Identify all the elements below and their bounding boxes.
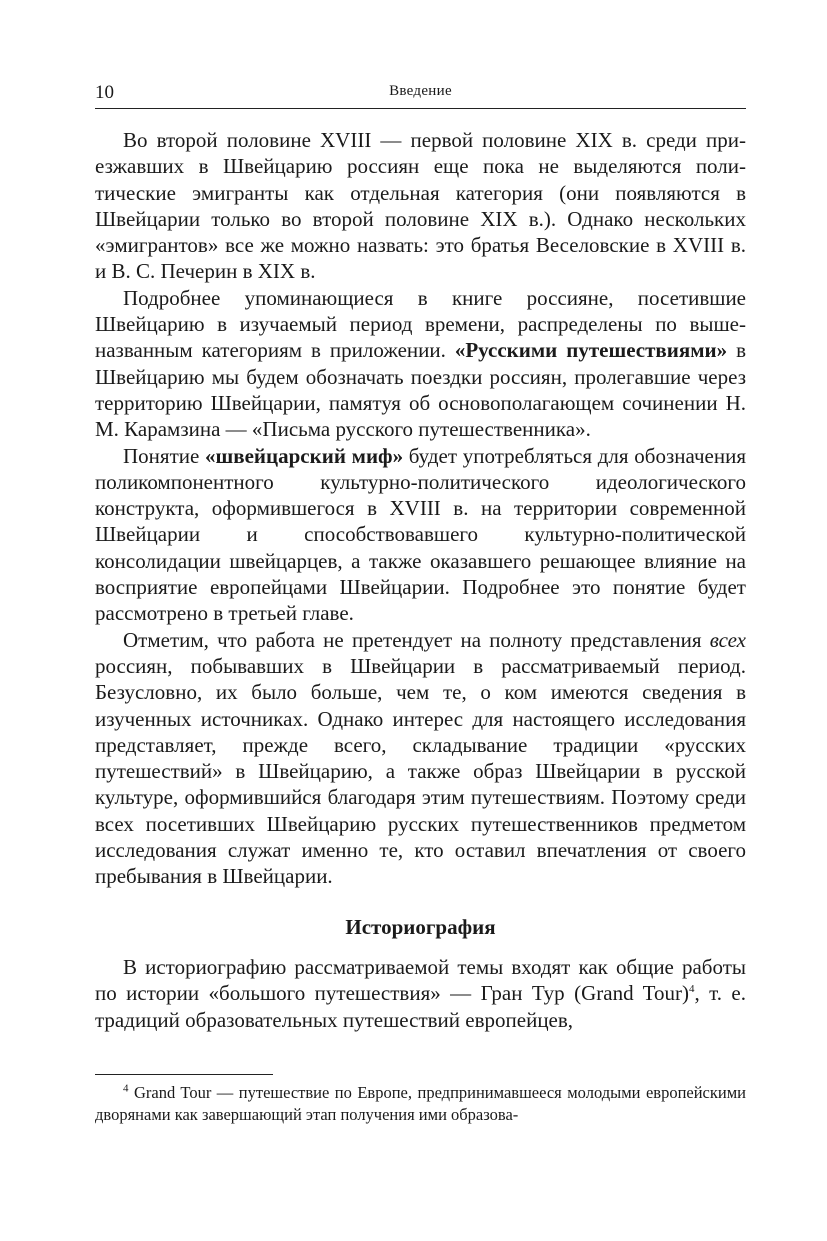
footnote-reference[interactable]: 4 (688, 983, 695, 996)
footnote-marker: 4 (123, 1082, 129, 1095)
section-heading: Историография (345, 914, 496, 939)
paragraph-3: Понятие «швейцарский миф» будет употребляться для обозначения поликомпонентного культурно-политического идеологического конструкта, оформившегося в XVIII в. на территории современной Швейцарии и способствовавшего культурно-политической консолидации швейцарцев, а также оказавшего решающее влияние на восприятие европейцами Швейцарии. Подробнее это понятие будет рассмотрено в третьей главе. (95, 443, 746, 626)
paragraph-1: Во второй половине XVIII — первой половине XIX в. среди приезжавших в Швейцарию россиян еще пока не выделяются политические эмигранты как отдельная категория (они появляются в Швейцарии только во второй половине XIX в.). Однако нескольких «эмигрантов» все же можно назвать: это братья Веселовские в XVIII в. и В. С. Печерин в XIX в. (95, 128, 746, 284)
emphasis-all: всех (709, 627, 746, 652)
footnote (95, 1082, 746, 1126)
running-title: Введение (389, 83, 452, 99)
running-head (95, 80, 746, 109)
paragraph-2: Подробнее упоминающиеся в книге россияне, посетившие Швейцарию в изучаемый период времени, распределены по вышеназванным категориям в приложении. «Русскими путешествиями» в Швейцарию мы будем обозначать поездки россиян, пролегавшие через территорию Швейцарии, памятуя об основополагающем сочинении Н. М. Карамзина — «Письма русского путешественника». (95, 285, 747, 442)
term-russian-travels: «Русскими путешествиями» (454, 338, 728, 363)
paragraph-5: В историографию рассматриваемой темы входят как общие работы по истории «большого путешествия» — Гран Тур (Grand Tour)$^4$, т. е. традиций образовательных путешествий европейцев, (95, 954, 747, 1032)
footnote-rule (95, 1074, 273, 1075)
footnote-text: Grand Tour — путешествие по Европе, предпринимавшееся молодыми европейскими дворянами как завершающий этап получения ими образова- (95, 1083, 746, 1124)
body-text (95, 127, 746, 1033)
term-swiss-myth: «швейцарский миф» (205, 443, 404, 468)
page-number: 10 (95, 82, 114, 103)
paragraph-4: Отметим, что работа не претендует на полноту представления всех россиян, побывавших в Швейцарии в рассматриваемый период. Безусловно, их было больше, чем те, о ком имеются сведения в изученных источниках. Однако интерес для настоящего исследования представляет, прежде всего, складывание традиции «русских путешествий» в Швейцарию, а также образ Швейцарии в русской культуре, оформившийся благодаря этим путешествиям. Поэтому среди всех посетивших Швейцарию русских путешественников предметом исследования служат именно те, кто оставил впечатления от своего пребывания в Швейцарии. (95, 627, 746, 889)
